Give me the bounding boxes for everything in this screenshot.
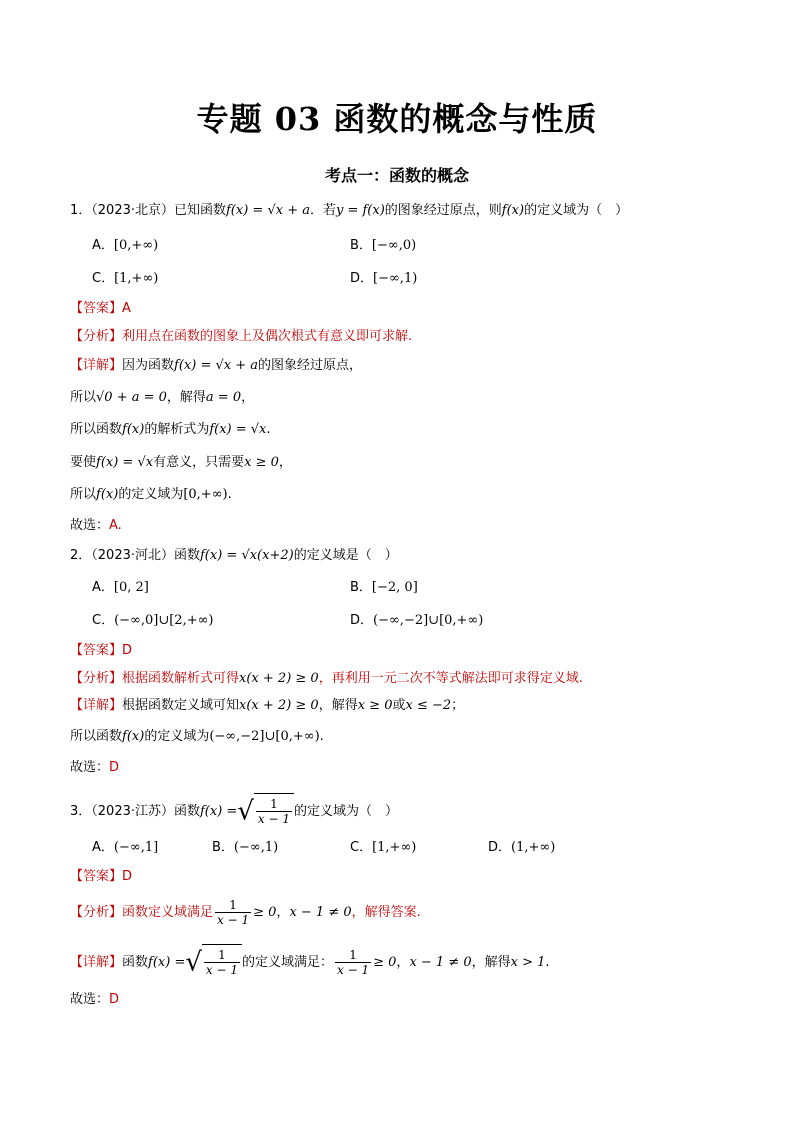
q1-stem (70, 201, 628, 221)
q3-option-b[interactable] (212, 838, 278, 858)
step-text: ， (241, 390, 255, 405)
q1-step4 (70, 453, 292, 473)
answer-tag: 【答案】 (70, 301, 123, 316)
option-label: C． (350, 840, 373, 855)
choose-value: D (109, 992, 120, 1007)
section-heading: 考点一：函数的概念 (324, 166, 469, 185)
option-value: (−∞,1] (113, 840, 159, 855)
answer-value: D (122, 869, 133, 884)
analysis-text: ，解得答案. (351, 905, 421, 920)
option-label: D． (350, 271, 374, 286)
q2-answer (70, 641, 132, 661)
option-label: C． (92, 271, 115, 286)
q3-analysis (70, 895, 421, 931)
formula: x ≥ 0 (244, 455, 279, 470)
option-label: A． (92, 580, 114, 595)
option-value: [1,+∞) (372, 840, 417, 855)
analysis-text: 利用点在函数的图象上及偶次根式有意义即可求解. (122, 329, 413, 344)
formula: f(x) = √x + a (174, 358, 258, 373)
detail-tag: 【详解】 (70, 358, 123, 373)
step-text: 的定义域为 (118, 487, 184, 502)
option-value: (−∞,1) (233, 840, 279, 855)
analysis-tag: 【分析】 (70, 905, 123, 920)
q3-option-a[interactable] (92, 838, 158, 858)
q3-fx-lhs: f(x) = (200, 804, 238, 819)
analysis-tag: 【分析】 (70, 671, 123, 686)
analysis-text: ，再利用一元二次不等式解法即可求得定义域. (318, 671, 583, 686)
formula: f(x) (96, 487, 119, 502)
step-text: 要使 (70, 455, 97, 470)
q2-option-b[interactable] (350, 578, 418, 598)
numerator: 1 (204, 948, 240, 963)
denominator: x − 1 (337, 963, 370, 977)
q1-step3 (70, 420, 271, 440)
q1-option-b[interactable] (350, 236, 416, 256)
q2-option-c[interactable] (92, 611, 214, 631)
step-text: ， (278, 455, 292, 470)
option-value: [0, 2] (113, 580, 149, 595)
choose-tag: 故选： (70, 760, 110, 775)
answer-tag: 【答案】 (70, 643, 123, 658)
option-label: A． (92, 840, 114, 855)
formula: f(x) = (148, 955, 186, 970)
option-value: [−∞,0) (371, 238, 417, 253)
step-text: . (266, 422, 271, 437)
option-value: [1,+∞) (114, 271, 159, 286)
radicand (254, 793, 294, 830)
q2-fx-def: f(x) = √x(x+2) (200, 548, 294, 563)
formula: x ≤ −2 (405, 698, 452, 713)
q1-cond: y = f(x) (335, 203, 385, 218)
answer-value: A (122, 301, 131, 316)
denominator: x − 1 (205, 963, 239, 977)
numerator: 1 (256, 797, 292, 812)
formula: x > 1 (510, 955, 546, 970)
q1-stem-c: 的图象经过原点，则 (384, 203, 502, 218)
q1-step2 (70, 388, 254, 408)
separator: ， (276, 905, 290, 920)
formula: x(x + 2) ≥ 0 (239, 671, 319, 686)
detail-text: ，解得 (471, 955, 511, 970)
q2-stem-a: 2．（2023·河北）函数 (70, 548, 200, 563)
option-label: D． (350, 613, 374, 628)
formula: √0 + a = 0 (96, 390, 167, 405)
formula: ≥ 0 (253, 905, 277, 920)
detail-text: 或 (392, 698, 406, 713)
option-label: A． (92, 238, 114, 253)
q2-stem-b: 的定义域是（ ） (293, 548, 398, 563)
sqrt-fraction (237, 793, 294, 830)
detail-text: 函数 (122, 955, 149, 970)
formula: x − 1 ≠ 0 (409, 955, 472, 970)
choose-value: A. (109, 518, 122, 533)
formula: [0,+∞) (183, 487, 228, 502)
step-text: . (319, 729, 324, 744)
step-text: 所以 (70, 487, 97, 502)
fraction (215, 898, 251, 927)
q3-answer (70, 867, 132, 887)
analysis-tag: 【分析】 (70, 329, 123, 344)
option-value: [0,+∞) (113, 238, 159, 253)
option-value: [−2, 0] (371, 580, 418, 595)
numerator: 1 (335, 948, 371, 963)
option-label: D． (488, 840, 512, 855)
fraction (204, 948, 240, 977)
q2-choose (70, 758, 119, 778)
formula: f(x) = √x (209, 422, 267, 437)
formula: a = 0 (205, 390, 242, 405)
step-text: 有意义，只需要 (153, 455, 245, 470)
option-value: (−∞,−2]∪[0,+∞) (373, 613, 484, 628)
detail-tag: 【详解】 (70, 955, 123, 970)
q1-option-d[interactable] (350, 269, 417, 289)
q1-stem-b: ．若 (309, 203, 336, 218)
fraction (256, 797, 292, 826)
detail-text: 根据函数定义域可知 (122, 698, 240, 713)
q2-option-a[interactable] (92, 578, 149, 598)
q2-option-d[interactable] (350, 611, 483, 631)
q1-option-c[interactable] (92, 269, 158, 289)
formula: (−∞,−2]∪[0,+∞) (209, 729, 320, 744)
formula: x − 1 ≠ 0 (289, 905, 352, 920)
detail-text: 的定义域满足： (242, 955, 334, 970)
sqrt-fraction (185, 944, 242, 981)
detail-text: 因为函数 (122, 358, 175, 373)
analysis-text: 函数定义域满足 (122, 905, 214, 920)
q1-analysis (70, 327, 412, 347)
q3-choose (70, 990, 119, 1010)
option-value: (−∞,0]∪[2,+∞) (114, 613, 214, 628)
formula: x(x + 2) ≥ 0 (239, 698, 319, 713)
q1-stem-a: 1．（2023·北京）已知函数 (70, 203, 226, 218)
option-label: B． (350, 238, 372, 253)
numerator: 1 (215, 898, 251, 913)
step-text: 的解析式为 (144, 422, 210, 437)
option-label: C． (92, 613, 115, 628)
q1-step5 (70, 485, 232, 505)
formula: f(x) = √x (96, 455, 154, 470)
q2-analysis (70, 669, 583, 689)
step-text: 所以函数 (70, 729, 123, 744)
q1-detail (70, 356, 362, 376)
choose-tag: 故选： (70, 518, 110, 533)
option-label: B． (350, 580, 372, 595)
radical-sign: √ (185, 947, 202, 978)
q1-fx: f(x) (501, 203, 525, 218)
q1-option-a[interactable] (92, 236, 158, 256)
separator: ， (396, 955, 410, 970)
q1-answer (70, 299, 131, 319)
answer-tag: 【答案】 (70, 869, 123, 884)
q3-detail (70, 944, 550, 981)
step-text: . (227, 487, 232, 502)
page-title: 专题 03 函数的概念与性质 (196, 100, 598, 138)
q3-option-c[interactable] (350, 838, 416, 858)
q3-stem (70, 793, 398, 830)
fraction (335, 948, 371, 977)
choose-value: D (109, 760, 120, 775)
option-value: [−∞,1) (373, 271, 418, 286)
option-value: (1,+∞) (511, 840, 556, 855)
radical-sign: √ (237, 796, 254, 827)
denominator: x − 1 (257, 812, 290, 826)
q1-stem-d: 的定义域为（ ） (524, 203, 629, 218)
denominator: x − 1 (217, 913, 250, 927)
detail-text: ； (451, 698, 465, 713)
detail-tag: 【详解】 (70, 698, 123, 713)
formula: f(x) (122, 729, 145, 744)
q1-fx-def: f(x) = √x + a (226, 203, 310, 218)
radicand (202, 944, 242, 981)
step-text: ，解得 (166, 390, 206, 405)
detail-text: . (545, 955, 550, 970)
step-text: 的定义域为 (144, 729, 210, 744)
q1-choose (70, 516, 122, 536)
q2-detail (70, 696, 464, 716)
detail-text: 的图象经过原点， (258, 358, 363, 373)
choose-tag: 故选： (70, 992, 110, 1007)
option-label: B． (212, 840, 234, 855)
step-text: 所以函数 (70, 422, 123, 437)
step-text: 所以 (70, 390, 97, 405)
q3-option-d[interactable] (488, 838, 555, 858)
q3-stem-a: 3．（2023·江苏）函数 (70, 804, 200, 819)
formula: x ≥ 0 (357, 698, 393, 713)
formula: f(x) (122, 422, 145, 437)
answer-value: D (122, 643, 133, 658)
q2-stem (70, 546, 398, 566)
analysis-text: 根据函数解析式可得 (122, 671, 240, 686)
q3-stem-b: 的定义域为（ ） (293, 804, 398, 819)
formula: ≥ 0 (373, 955, 397, 970)
q2-step2 (70, 727, 324, 747)
detail-text: ，解得 (318, 698, 358, 713)
